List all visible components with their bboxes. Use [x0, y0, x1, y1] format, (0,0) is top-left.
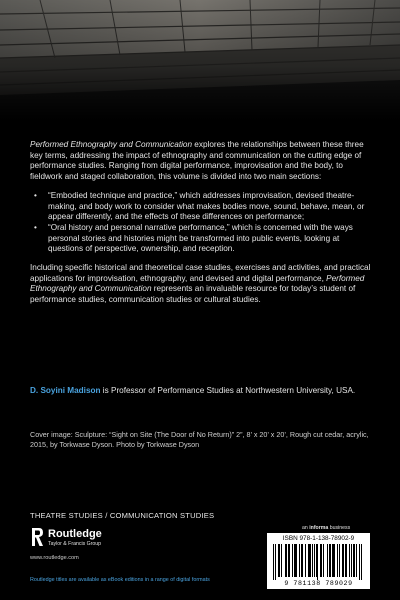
barcode-bar [349, 544, 350, 577]
barcode-bar [310, 544, 311, 577]
ebook-availability-note: Routledge titles are available as eBook editions in a range of digital formats [30, 577, 210, 583]
barcode-bar [292, 544, 293, 577]
barcode-bar [354, 544, 355, 577]
barcode-bar [302, 544, 303, 577]
barcode-bar [345, 544, 346, 577]
barcode-bar [309, 544, 310, 577]
barcode-bar [288, 544, 289, 577]
barcode-bar [285, 544, 286, 577]
barcode-bar [321, 544, 322, 577]
barcode-bars [273, 544, 364, 580]
barcode-bar [343, 544, 344, 577]
barcode-bar [316, 544, 317, 577]
list-item: • “Oral history and personal narrative performance,” which is concerned with the ways personal stories and histories might be transformed into public events, looking at questions of perspective, ownership, and reception. [30, 223, 375, 255]
subject-category: THEATRE STUDIES / COMMUNICATION STUDIES [30, 511, 215, 520]
barcode-bar [337, 544, 338, 577]
barcode-bar [317, 544, 318, 580]
barcode-bar [356, 544, 357, 577]
isbn-number: ISBN 978-1-138-78902-9 [282, 535, 355, 542]
boardwalk-image [0, 0, 400, 120]
barcode-bar [334, 544, 335, 577]
list-item: • “Embodied technique and practice,” which addresses improvisation, devised theatre-making, and body work to consider what makes bodies move, sound, behave, mean, or appear differently, and the effects of these differences on performance; [30, 191, 375, 223]
barcode-bar [327, 544, 328, 577]
cover-image-credit: Cover image: Sculpture: “Sight on Site (The Door of No Return)” 2”, 8’ x 20’ x 20’, Rough cut cedar, acrylic, 2015, by Torkwase Dyson. Photo by Torkwase Dyson [30, 430, 369, 449]
barcode-bar [279, 544, 280, 577]
publisher-url[interactable]: www.routledge.com [30, 555, 79, 561]
barcode-bar [353, 544, 354, 577]
book-title-italic: Performed Ethnography and Communication [30, 140, 193, 149]
isbn-barcode [267, 533, 370, 589]
barcode-bar [359, 544, 360, 580]
informa-word: informa [309, 525, 329, 531]
closing-paragraph [30, 263, 375, 306]
barcode-bar [275, 544, 276, 580]
barcode-digits: 9 781138 789029 [284, 580, 353, 587]
barcode-bar [342, 544, 343, 577]
barcode-bar [296, 544, 297, 577]
informa-prefix: an [302, 525, 310, 531]
barcode-bar [294, 544, 295, 577]
barcode-bar [308, 544, 309, 577]
publisher-name: Routledge [48, 528, 102, 540]
barcode-bar [339, 544, 340, 577]
barcode-bar [281, 544, 282, 577]
barcode-bar [330, 544, 331, 577]
barcode-bar [301, 544, 302, 577]
barcode-bar [299, 544, 300, 577]
barcode-bar [320, 544, 321, 577]
barcode-bar [289, 544, 290, 577]
informa-business-label [302, 525, 350, 531]
book-title-italic: Performed Ethnography and Communication [30, 273, 365, 294]
barcode-bar [351, 544, 352, 577]
barcode-bar [305, 544, 306, 577]
informa-suffix: business [328, 525, 351, 531]
barcode-bar [323, 544, 324, 577]
sections-list [30, 191, 375, 255]
barcode-bar [312, 544, 313, 577]
barcode-bar [295, 544, 296, 577]
barcode-bar [361, 544, 362, 580]
author-description: is Professor of Performance Studies at Northwestern University, USA. [100, 386, 356, 395]
closing-text: Including specific historical and theoretical case studies, exercises and activities, and practical applications for improvisation, ethnography, and devised and digital performance, [30, 263, 371, 283]
closing-text: represents an invaluable resource for today’s student of performance studies, communication studies or cultural studies. [30, 284, 356, 305]
routledge-logo-icon [30, 527, 44, 547]
author-name: D. Soyini Madison [30, 386, 101, 395]
publisher-block [30, 527, 190, 567]
barcode-bar [278, 544, 279, 577]
author-bio [30, 386, 375, 397]
barcode-bar [333, 544, 334, 577]
barcode-bar [329, 544, 330, 577]
barcode-bar [286, 544, 287, 577]
intro-text: explores the relationships between these three key terms, addressing the impact of ethnography and communication on the cutting edge of performance studies. Ranging from digital performance, improvisation and the body, to fieldwork and staged collaboration, this volume is divided into two main sections: [30, 140, 364, 182]
back-cover-blurb [30, 140, 375, 314]
barcode-bar [332, 544, 333, 577]
barcode-bar [314, 544, 315, 577]
cover-photo [0, 0, 400, 120]
intro-paragraph [30, 140, 375, 183]
publisher-group: Taylor & Francis Group [48, 541, 102, 547]
barcode-bar [346, 544, 347, 577]
barcode-bar [273, 544, 274, 580]
